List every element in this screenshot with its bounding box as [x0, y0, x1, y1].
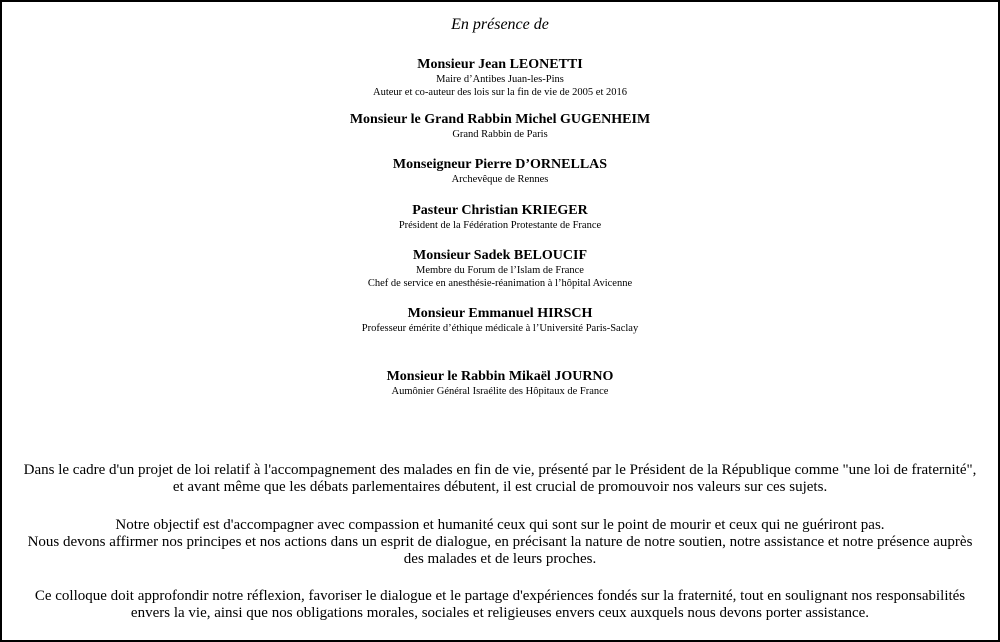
paragraph-context	[0, 462, 1000, 496]
guest-role: Archevêque de Rennes	[451, 174, 549, 185]
guest-role: Chef de service en anesthésie-réanimation à l’hôpital Avicenne	[367, 278, 633, 289]
paragraph-line: Dans le cadre d'un projet de loi relatif à l'accompagnement des malades en fin de vie, présenté par le Président de la République comme "une loi de fraternité",	[23, 462, 977, 478]
guest-role: Aumônier Général Israélite des Hôpitaux de France	[391, 386, 609, 397]
guest-role: Grand Rabbin de Paris	[452, 129, 548, 140]
guest-name: Monseigneur Pierre D’ORNELLAS	[392, 157, 608, 172]
guest-name: Pasteur Christian KRIEGER	[412, 203, 588, 218]
guest-name: Monsieur le Grand Rabbin Michel GUGENHEIM	[349, 112, 651, 127]
guest-name: Monsieur Sadek BELOUCIF	[413, 248, 587, 263]
guest-name: Monsieur Jean LEONETTI	[417, 57, 583, 72]
guest-6	[0, 306, 1000, 335]
guest-role: Membre du Forum de l’Islam de France	[416, 265, 584, 276]
paragraph-objective	[0, 517, 1000, 568]
paragraph-line: Ce colloque doit approfondir notre réflexion, favoriser le dialogue et le partage d'expériences fondés sur la fraternité, tout en soulignant nos responsabilités	[34, 588, 966, 604]
guest-role: Auteur et co-auteur des lois sur la fin de vie de 2005 et 2016	[373, 87, 627, 98]
paragraph-line: Notre objectif est d'accompagner avec compassion et humanité ceux qui sont sur le point de mourir et ceux qui ne guériront pas.	[115, 517, 885, 533]
guest-name: Monsieur Emmanuel HIRSCH	[407, 306, 593, 321]
guest-1	[0, 57, 1000, 99]
guest-name: Monsieur le Rabbin Mikaël JOURNO	[386, 369, 614, 384]
guest-role: Professeur émérite d’éthique médicale à l’Université Paris-Saclay	[361, 323, 639, 334]
guest-4	[0, 203, 1000, 232]
paragraph-line: envers la vie, ainsi que nos obligations morales, sociales et religieuses envers ceux auxquels nous devons porter assistance.	[130, 605, 870, 621]
paragraph-line: Nous devons affirmer nos principes et nos actions dans un esprit de dialogue, en précisant la nature de notre soutien, notre assistance et notre présence auprès	[27, 534, 973, 550]
guest-7	[0, 369, 1000, 398]
guest-2	[0, 112, 1000, 141]
guest-3	[0, 157, 1000, 186]
guest-role: Président de la Fédération Protestante de France	[398, 220, 602, 231]
paragraph-line: des malades et de leurs proches.	[403, 551, 597, 567]
heading: En présence de	[451, 16, 549, 33]
guest-role: Maire d’Antibes Juan-les-Pins	[436, 74, 564, 85]
guest-5	[0, 248, 1000, 290]
paragraph-colloquium	[0, 588, 1000, 622]
paragraph-line: et avant même que les débats parlementaires débutent, il est crucial de promouvoir nos valeurs sur ces sujets.	[172, 479, 828, 495]
